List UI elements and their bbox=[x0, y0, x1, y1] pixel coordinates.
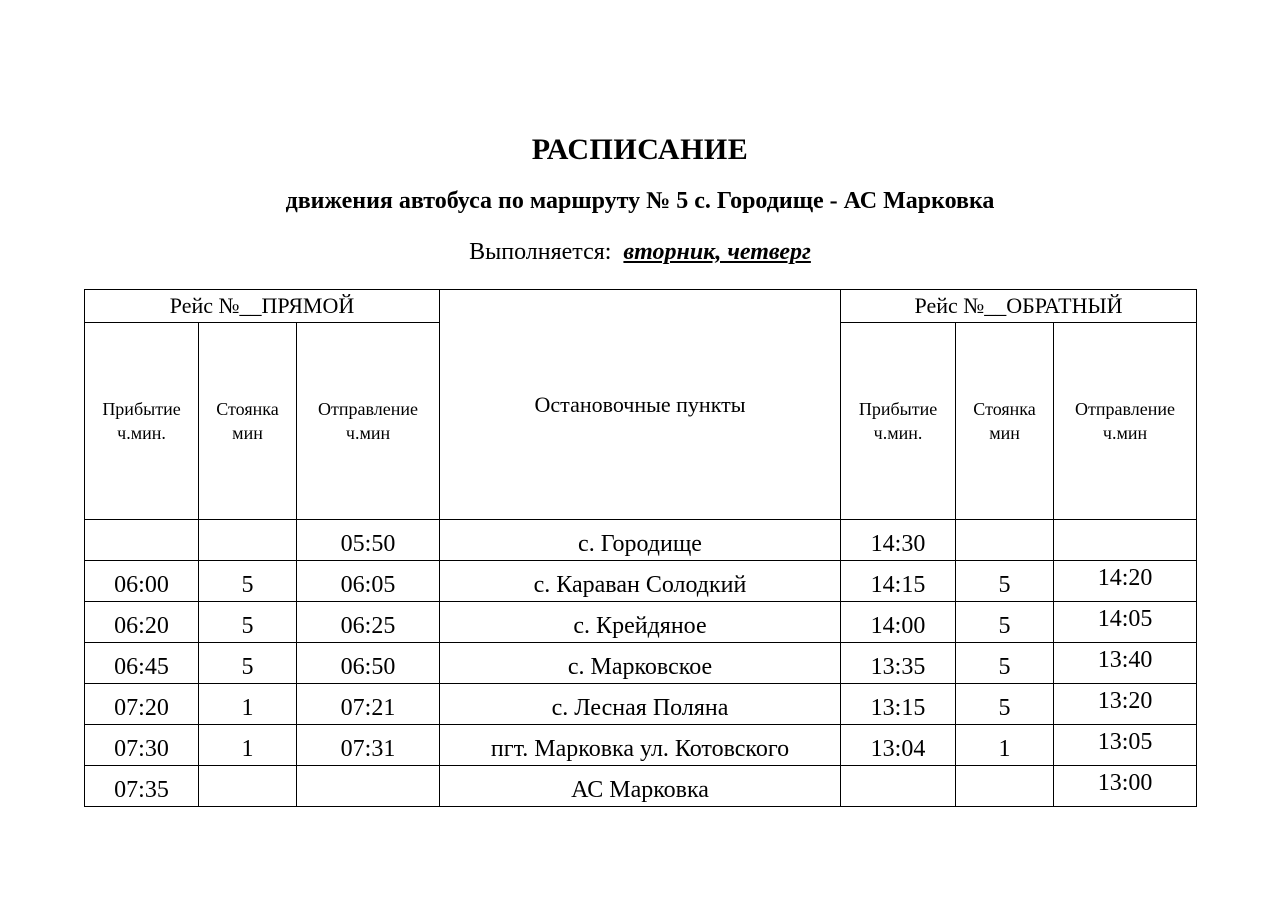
forward-departure-header: Отправление ч.мин bbox=[297, 323, 440, 520]
return-departure-cell bbox=[1054, 520, 1197, 561]
table-row bbox=[85, 520, 1197, 561]
schedule-table bbox=[84, 289, 1197, 807]
forward-arrival-header: Прибытие ч.мин. bbox=[85, 323, 199, 520]
stop-name-cell: пгт. Марковка ул. Котовского bbox=[440, 725, 841, 766]
forward-stop-cell bbox=[199, 766, 297, 807]
forward-arrival-cell bbox=[85, 520, 199, 561]
return-trip-header: Рейс №__ОБРАТНЫЙ bbox=[841, 290, 1197, 323]
return-stop-cell: 5 bbox=[956, 602, 1054, 643]
table-row bbox=[85, 684, 1197, 725]
return-departure-cell: 13:20 bbox=[1054, 684, 1197, 725]
stop-name-cell: с. Лесная Поляна bbox=[440, 684, 841, 725]
return-arrival-cell: 13:15 bbox=[841, 684, 956, 725]
document-title: РАСПИСАНИЕ bbox=[531, 133, 749, 166]
forward-arrival-cell: 06:20 bbox=[85, 602, 199, 643]
forward-departure-cell: 06:25 bbox=[297, 602, 440, 643]
table-row bbox=[85, 766, 1197, 807]
stop-name-cell: с. Караван Солодкий bbox=[440, 561, 841, 602]
forward-departure-cell: 06:05 bbox=[297, 561, 440, 602]
forward-departure-cell: 07:31 bbox=[297, 725, 440, 766]
direction-header-row bbox=[85, 290, 1197, 323]
return-stop-cell: 5 bbox=[956, 561, 1054, 602]
forward-arrival-cell: 06:45 bbox=[85, 643, 199, 684]
operating-days-value: вторник, четверг bbox=[623, 239, 811, 265]
forward-departure-cell: 05:50 bbox=[297, 520, 440, 561]
return-arrival-cell: 14:15 bbox=[841, 561, 956, 602]
return-departure-cell: 13:40 bbox=[1054, 643, 1197, 684]
return-arrival-cell: 13:04 bbox=[841, 725, 956, 766]
table-row bbox=[85, 602, 1197, 643]
table-row bbox=[85, 561, 1197, 602]
table-row bbox=[85, 725, 1197, 766]
stop-name-cell: АС Марковка bbox=[440, 766, 841, 807]
forward-stop-cell: 5 bbox=[199, 643, 297, 684]
stop-name-cell: с. Крейдяное bbox=[440, 602, 841, 643]
return-departure-cell: 14:05 bbox=[1054, 602, 1197, 643]
forward-stop-cell: 5 bbox=[199, 602, 297, 643]
return-stop-cell bbox=[956, 520, 1054, 561]
return-arrival-cell: 13:35 bbox=[841, 643, 956, 684]
operating-days-label: Выполняется: bbox=[469, 239, 612, 265]
stop-name-cell: с. Марковское bbox=[440, 643, 841, 684]
forward-departure-cell bbox=[297, 766, 440, 807]
table-row bbox=[85, 643, 1197, 684]
forward-stop-cell: 5 bbox=[199, 561, 297, 602]
stops-column-header: Остановочные пункты bbox=[440, 290, 841, 520]
return-departure-cell: 14:20 bbox=[1054, 561, 1197, 602]
forward-arrival-cell: 07:30 bbox=[85, 725, 199, 766]
return-arrival-cell: 14:00 bbox=[841, 602, 956, 643]
operating-days-line bbox=[0, 237, 1280, 267]
return-departure-cell: 13:05 bbox=[1054, 725, 1197, 766]
forward-stop-header: Стоянка мин bbox=[199, 323, 297, 520]
return-stop-cell: 5 bbox=[956, 684, 1054, 725]
return-arrival-cell bbox=[841, 766, 956, 807]
forward-arrival-cell: 06:00 bbox=[85, 561, 199, 602]
stop-name-cell: с. Городище bbox=[440, 520, 841, 561]
forward-stop-cell: 1 bbox=[199, 725, 297, 766]
return-arrival-cell: 14:30 bbox=[841, 520, 956, 561]
route-subtitle: движения автобуса по маршруту № 5 с. Городище - АС Марковка bbox=[285, 188, 995, 214]
forward-arrival-cell: 07:20 bbox=[85, 684, 199, 725]
return-stop-header: Стоянка мин bbox=[956, 323, 1054, 520]
forward-departure-cell: 06:50 bbox=[297, 643, 440, 684]
forward-departure-cell: 07:21 bbox=[297, 684, 440, 725]
forward-stop-cell bbox=[199, 520, 297, 561]
forward-trip-header: Рейс №__ПРЯМОЙ bbox=[85, 290, 440, 323]
return-stop-cell bbox=[956, 766, 1054, 807]
return-stop-cell: 1 bbox=[956, 725, 1054, 766]
return-departure-header: Отправление ч.мин bbox=[1054, 323, 1197, 520]
return-stop-cell: 5 bbox=[956, 643, 1054, 684]
forward-arrival-cell: 07:35 bbox=[85, 766, 199, 807]
forward-stop-cell: 1 bbox=[199, 684, 297, 725]
return-arrival-header: Прибытие ч.мин. bbox=[841, 323, 956, 520]
return-departure-cell: 13:00 bbox=[1054, 766, 1197, 807]
